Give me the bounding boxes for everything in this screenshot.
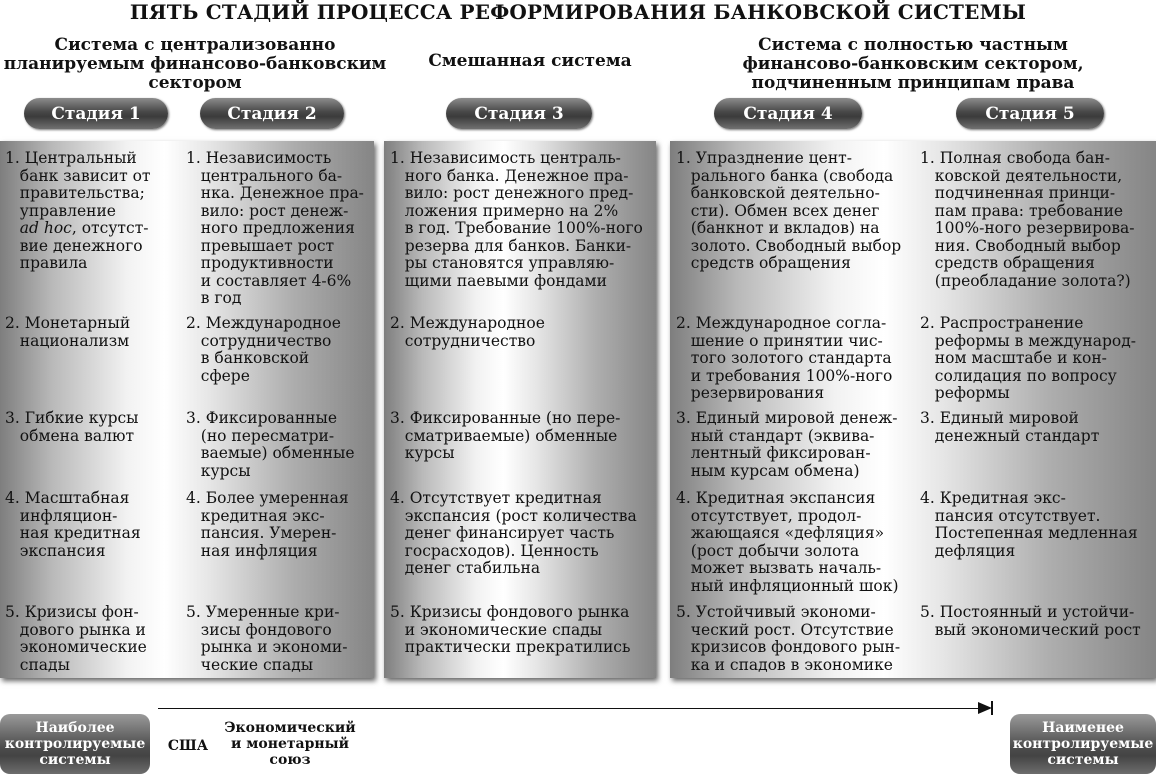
- stage-3-item-3: 3. Фиксированные (но пере- сматриваемые) обменные курсы: [390, 409, 621, 462]
- stage-3-item-2: 2. Международное сотрудничество: [390, 314, 545, 350]
- diagram-title: ПЯТЬ СТАДИЙ ПРОЦЕССА РЕФОРМИРОВАНИЯ БАНКОВСКОЙ СИСТЕМЫ: [129, 0, 1027, 24]
- control-scale-arrow-line: [158, 708, 990, 709]
- group-header-centralized: Система с централизованно планируемым финансово-банковским сектором: [3, 35, 387, 93]
- stage-5-item-1: 1. Полная свобода бан- ковской деятельности, подчиненная принци- пам права: требование 100%-ного резервирова- ния. Свободный выбор средств обращения (преобладание золота?): [920, 149, 1135, 290]
- stage-1-item-1: 1. Центральный банк зависит от правительства; управление ad hoc, отсутст- вие денежного правила: [5, 149, 151, 272]
- stage-5-item-5: 5. Постоянный и устойчи- вый экономический рост: [920, 603, 1141, 639]
- stage-4-item-3: 3. Единый мировой денеж- ный стандарт (эквива- лентный фиксирован- ным курсам обмена): [676, 409, 898, 480]
- stage-1-item-4: 4. Масштабная инфляцион- ная кредитная экспансия: [5, 489, 141, 560]
- stage-2-pill: Стадия 2: [200, 98, 344, 129]
- stage-3-item-1: 1. Независимость централь- ного банка. Денежное пра- вило: рост денежного пред- ложения примерно на 2% в год. Требование 100%-ного резерва для банков. Банки- ры становятся управляю- щими паевыми фондами: [390, 149, 643, 290]
- stage-2-item-5: 5. Умеренные кри- зисы фондового рынка и экономи- ческие спады: [186, 603, 348, 674]
- stage-5-item-3: 3. Единый мировой денежный стандарт: [920, 409, 1100, 445]
- stage-3-item-4: 4. Отсутствует кредитная экспансия (рост количества денег финансирует часть госрасходов). Ценность денег стабильна: [390, 489, 637, 577]
- stage-1-item-2: 2. Монетарный национализм: [5, 314, 131, 350]
- stage-2-item-1: 1. Независимость центрального ба- нка. Денежное пра- вило: рост денеж- ного предложения превышает рост продуктивности и составляет 4-6% в год: [186, 149, 364, 307]
- stage-2-item-2: 2. Международное сотрудничество в банковской сфере: [186, 314, 341, 385]
- stage-4-item-1: 1. Упразднение цент- рального банка (свобода банковской деятельно- сти). Обмен всех денег (банкнот и вкладов) на золото. Свободный выбор средств обращения: [676, 149, 902, 272]
- stage-3-pill: Стадия 3: [446, 98, 592, 129]
- stage-2-item-4: 4. Более умеренная кредитная экс- пансия. Умерен- ная инфляция: [186, 489, 349, 560]
- stage-4-item-5: 5. Устойчивый экономи- ческий рост. Отсутствие кризисов фондового рын- ка и спадов в экономике: [676, 603, 901, 674]
- stage-5-pill: Стадия 5: [956, 98, 1104, 129]
- stage-1-pill: Стадия 1: [24, 98, 168, 129]
- arrow-right-icon: [978, 702, 992, 714]
- stage-2-item-3: 3. Фиксированные (но пересматри- ваемые) обменные курсы: [186, 409, 355, 480]
- stage-3-item-5: 5. Кризисы фондового рынка и экономические спады практически прекратились: [390, 603, 631, 656]
- economic-monetary-union-label: Экономический и монетарный союз: [224, 720, 356, 768]
- stage-5-item-4: 4. Кредитная экс- пансия отсутствует. Постепенная медленная дефляция: [920, 489, 1138, 560]
- stage-5-item-2: 2. Распространение реформы в международ- ном масштабе и кон- солидация по вопросу реформы: [920, 314, 1136, 402]
- stage-4-item-2: 2. Международное согла- шение о принятии чис- того золотого стандарта и требования 100%-ного резервирования: [676, 314, 893, 402]
- stage-1-item-5: 5. Кризисы фон- дового рынка и экономические спады: [5, 603, 147, 674]
- least-controlled-box: Наименее контролируемые системы: [1010, 714, 1156, 774]
- stage-1-item-3: 3. Гибкие курсы обмена валют: [5, 409, 139, 445]
- group-header-mixed: Смешанная система: [428, 51, 632, 71]
- arrow-end-bar-icon: [991, 701, 993, 715]
- most-controlled-box: Наиболее контролируемые системы: [0, 714, 150, 774]
- stage-4-pill: Стадия 4: [714, 98, 862, 129]
- group-header-private: Система с полностью частным финансово-банковским сектором, подчиненным принципам права: [742, 35, 1084, 93]
- usa-label: США: [167, 738, 209, 754]
- stage-4-item-4: 4. Кредитная экспансия отсутствует, продол- жающаяся «дефляция» (рост добычи золота может вызвать началь- ный инфляционный шок): [676, 489, 899, 595]
